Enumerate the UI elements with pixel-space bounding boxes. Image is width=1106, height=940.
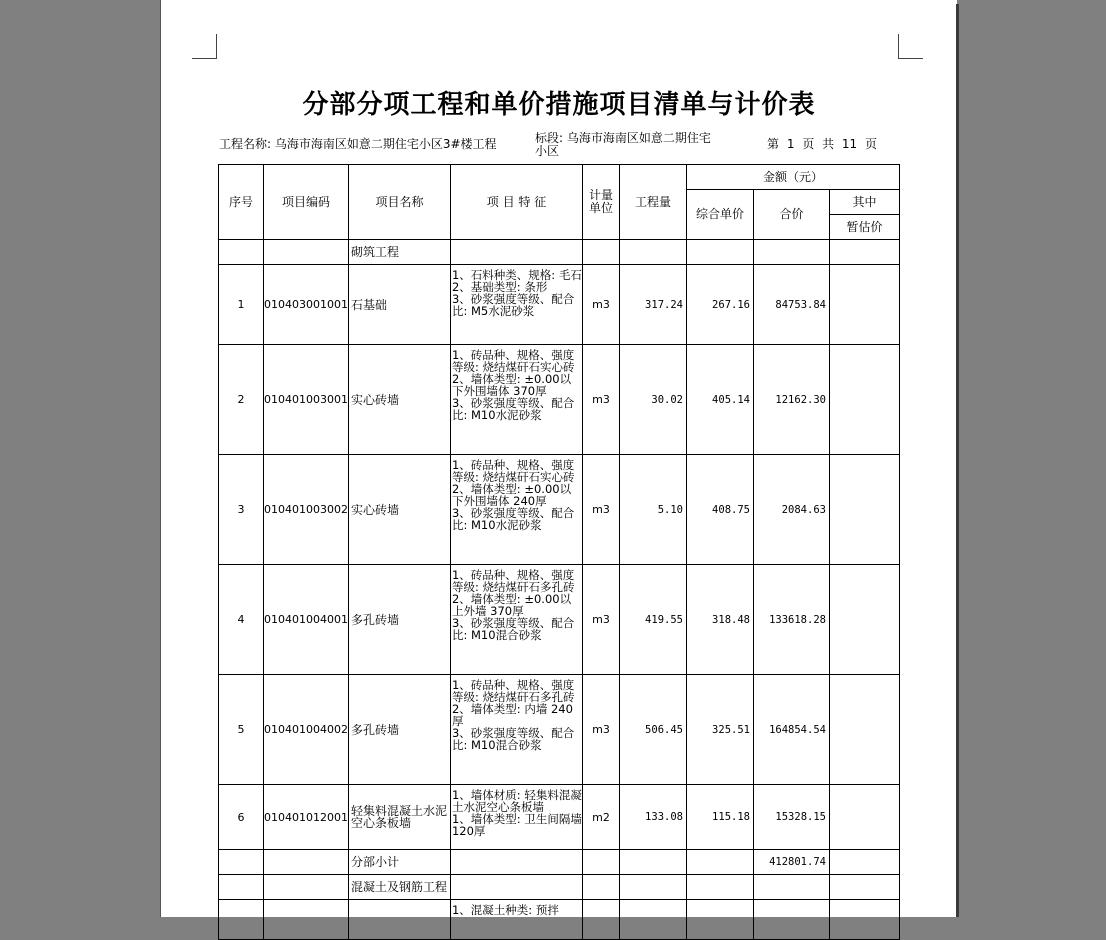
- cell-seq: [219, 875, 264, 900]
- cell-code: 010403001001: [264, 265, 349, 345]
- cell-provisional: [829, 345, 899, 455]
- cell-unit: [582, 850, 619, 875]
- cell-qty: 419.55: [619, 565, 686, 675]
- cell-unit-price: 408.75: [686, 455, 753, 565]
- cell-total: 12162.30: [753, 345, 829, 455]
- cell-qty: 506.45: [619, 675, 686, 785]
- cell-unit-price: [686, 850, 753, 875]
- cell-unit-price: 325.51: [686, 675, 753, 785]
- cell-code: 010401003001: [264, 345, 349, 455]
- cell-provisional: [829, 850, 899, 875]
- cell-provisional: [829, 900, 899, 940]
- table-body: [219, 165, 900, 940]
- cell-code: [264, 850, 349, 875]
- cell-total: [753, 875, 829, 900]
- cell-unit: [582, 240, 619, 265]
- cell-unit: m3: [582, 455, 619, 565]
- cell-seq: [219, 850, 264, 875]
- cell-unit-price: 405.14: [686, 345, 753, 455]
- cell-qty: [619, 875, 686, 900]
- cell-feature: [450, 675, 582, 785]
- page-shadow: [956, 4, 959, 917]
- feature-text: 1、石料种类、规格: 毛石 2、基础类型: 条形 3、砂浆强度等级、配合比: M5水泥砂浆: [451, 268, 582, 318]
- cell-name: 砌筑工程: [348, 240, 450, 265]
- cell-total: 164854.54: [753, 675, 829, 785]
- cell-unit-price: [686, 240, 753, 265]
- cell-unit: m2: [582, 785, 619, 850]
- cell-qty: 30.02: [619, 345, 686, 455]
- cell-qty: 5.10: [619, 455, 686, 565]
- cell-unit: m3: [582, 565, 619, 675]
- feature-text: 1、墙体材质: 轻集料混凝土水泥空心条板墙 1、墙体类型: 卫生间隔墙120厚: [451, 788, 582, 838]
- cell-provisional: [829, 265, 899, 345]
- cell-code: [264, 240, 349, 265]
- cell-qty: [619, 900, 686, 940]
- header-amount: 金额（元）: [686, 165, 899, 190]
- document-page: [160, 0, 957, 917]
- cell-total: 15328.15: [753, 785, 829, 850]
- cell-qty: [619, 850, 686, 875]
- cell-feature: [450, 900, 582, 940]
- cell-total: [753, 240, 829, 265]
- cell-total: 84753.84: [753, 265, 829, 345]
- cell-unit-price: 115.18: [686, 785, 753, 850]
- cell-total: 133618.28: [753, 565, 829, 675]
- cell-unit-price: [686, 900, 753, 940]
- cell-unit-price: [686, 875, 753, 900]
- cell-seq: 1: [219, 265, 264, 345]
- table-row: [219, 850, 900, 875]
- cell-seq: 4: [219, 565, 264, 675]
- cell-provisional: [829, 875, 899, 900]
- feature-text: [452, 850, 582, 854]
- table-row: [219, 240, 900, 265]
- table-row: [219, 265, 900, 345]
- document-title: 分部分项工程和单价措施项目清单与计价表: [302, 90, 816, 120]
- cell-unit: [582, 900, 619, 940]
- cell-seq: 2: [219, 345, 264, 455]
- header-row: [219, 165, 900, 190]
- header-unit: 计量单位: [582, 165, 619, 240]
- header-total: 合价: [753, 190, 829, 240]
- header-provisional: 暂估价: [829, 215, 899, 240]
- cell-provisional: [829, 455, 899, 565]
- cell-name: 实心砖墙: [348, 455, 450, 565]
- cell-unit: [582, 875, 619, 900]
- header-seq: 序号: [219, 165, 264, 240]
- header-code: 项目编码: [264, 165, 349, 240]
- cell-name: 轻集料混凝土水泥空心条板墙: [348, 785, 450, 850]
- cell-code: [264, 875, 349, 900]
- cell-qty: [619, 240, 686, 265]
- cell-feature: [450, 455, 582, 565]
- crop-mark-top-right: [898, 34, 923, 59]
- cell-unit: m3: [582, 265, 619, 345]
- cell-qty: 317.24: [619, 265, 686, 345]
- table-row: [219, 345, 900, 455]
- feature-text: [452, 875, 582, 879]
- header-name: 项目名称: [348, 165, 450, 240]
- cell-unit: m3: [582, 675, 619, 785]
- page-indicator: 第 1 页 共 11 页: [767, 137, 877, 151]
- cell-code: 010401012001: [264, 785, 349, 850]
- feature-text: 1、砖品种、规格、强度等级: 烧结煤矸石多孔砖 2、墙体类型: ±0.00以上外墙 370厚 3、砂浆强度等级、配合比: M10混合砂浆: [451, 568, 575, 642]
- cell-name: 实心砖墙: [348, 345, 450, 455]
- cell-provisional: [829, 240, 899, 265]
- cell-unit-price: 267.16: [686, 265, 753, 345]
- table-row: [219, 455, 900, 565]
- cell-total: [753, 900, 829, 940]
- cell-provisional: [829, 675, 899, 785]
- cell-name: 多孔砖墙: [348, 565, 450, 675]
- table-row: [219, 785, 900, 850]
- cell-name: 多孔砖墙: [348, 675, 450, 785]
- crop-mark-top-left: [192, 34, 217, 59]
- feature-text: 1、砖品种、规格、强度等级: 烧结煤矸石多孔砖 2、墙体类型: 内墙 240厚 3、砂浆强度等级、配合比: M10混合砂浆: [451, 678, 575, 752]
- project-name: 工程名称: 乌海市海南区如意二期住宅小区3#楼工程: [219, 137, 497, 151]
- table-row: [219, 565, 900, 675]
- cell-feature: [450, 850, 582, 875]
- header-qty: 工程量: [619, 165, 686, 240]
- cell-name: 分部小计: [348, 850, 450, 875]
- cell-seq: 3: [219, 455, 264, 565]
- cell-name: 石基础: [348, 265, 450, 345]
- cell-seq: [219, 900, 264, 940]
- cell-feature: [450, 875, 582, 900]
- cell-feature: [450, 240, 582, 265]
- cell-unit: m3: [582, 345, 619, 455]
- cell-total: 412801.74: [753, 850, 829, 875]
- section-name: 标段: 乌海市海南区如意二期住宅小区: [535, 131, 711, 158]
- header-feature: 项 目 特 征: [450, 165, 582, 240]
- cell-seq: 6: [219, 785, 264, 850]
- cell-feature: [450, 345, 582, 455]
- cell-code: 010401004001: [264, 565, 349, 675]
- cell-unit-price: 318.48: [686, 565, 753, 675]
- cell-code: [264, 900, 349, 940]
- feature-text: 1、混凝土种类: 预拌: [451, 903, 559, 917]
- header-among: 其中: [829, 190, 899, 215]
- table-row: [219, 675, 900, 785]
- cell-name: 混凝土及钢筋工程: [348, 875, 450, 900]
- cell-feature: [450, 565, 582, 675]
- header-unit-price: 综合单价: [686, 190, 753, 240]
- cell-code: 010401003002: [264, 455, 349, 565]
- feature-text: [452, 240, 582, 244]
- table-row: [219, 900, 900, 940]
- bill-of-quantities-table: [218, 164, 900, 940]
- cell-name: [348, 900, 450, 940]
- feature-text: 1、砖品种、规格、强度等级: 烧结煤矸石实心砖 2、墙体类型: ±0.00以下外围墙体 370厚 3、砂浆强度等级、配合比: M10水泥砂浆: [451, 348, 575, 422]
- cell-seq: [219, 240, 264, 265]
- cell-seq: 5: [219, 675, 264, 785]
- cell-feature: [450, 785, 582, 850]
- cell-provisional: [829, 565, 899, 675]
- feature-text: 1、砖品种、规格、强度等级: 烧结煤矸石实心砖 2、墙体类型: ±0.00以下外围墙体 240厚 3、砂浆强度等级、配合比: M10水泥砂浆: [451, 458, 575, 532]
- cell-provisional: [829, 785, 899, 850]
- cell-qty: 133.08: [619, 785, 686, 850]
- cell-code: 010401004002: [264, 675, 349, 785]
- cell-feature: [450, 265, 582, 345]
- cell-total: 2084.63: [753, 455, 829, 565]
- table-row: [219, 875, 900, 900]
